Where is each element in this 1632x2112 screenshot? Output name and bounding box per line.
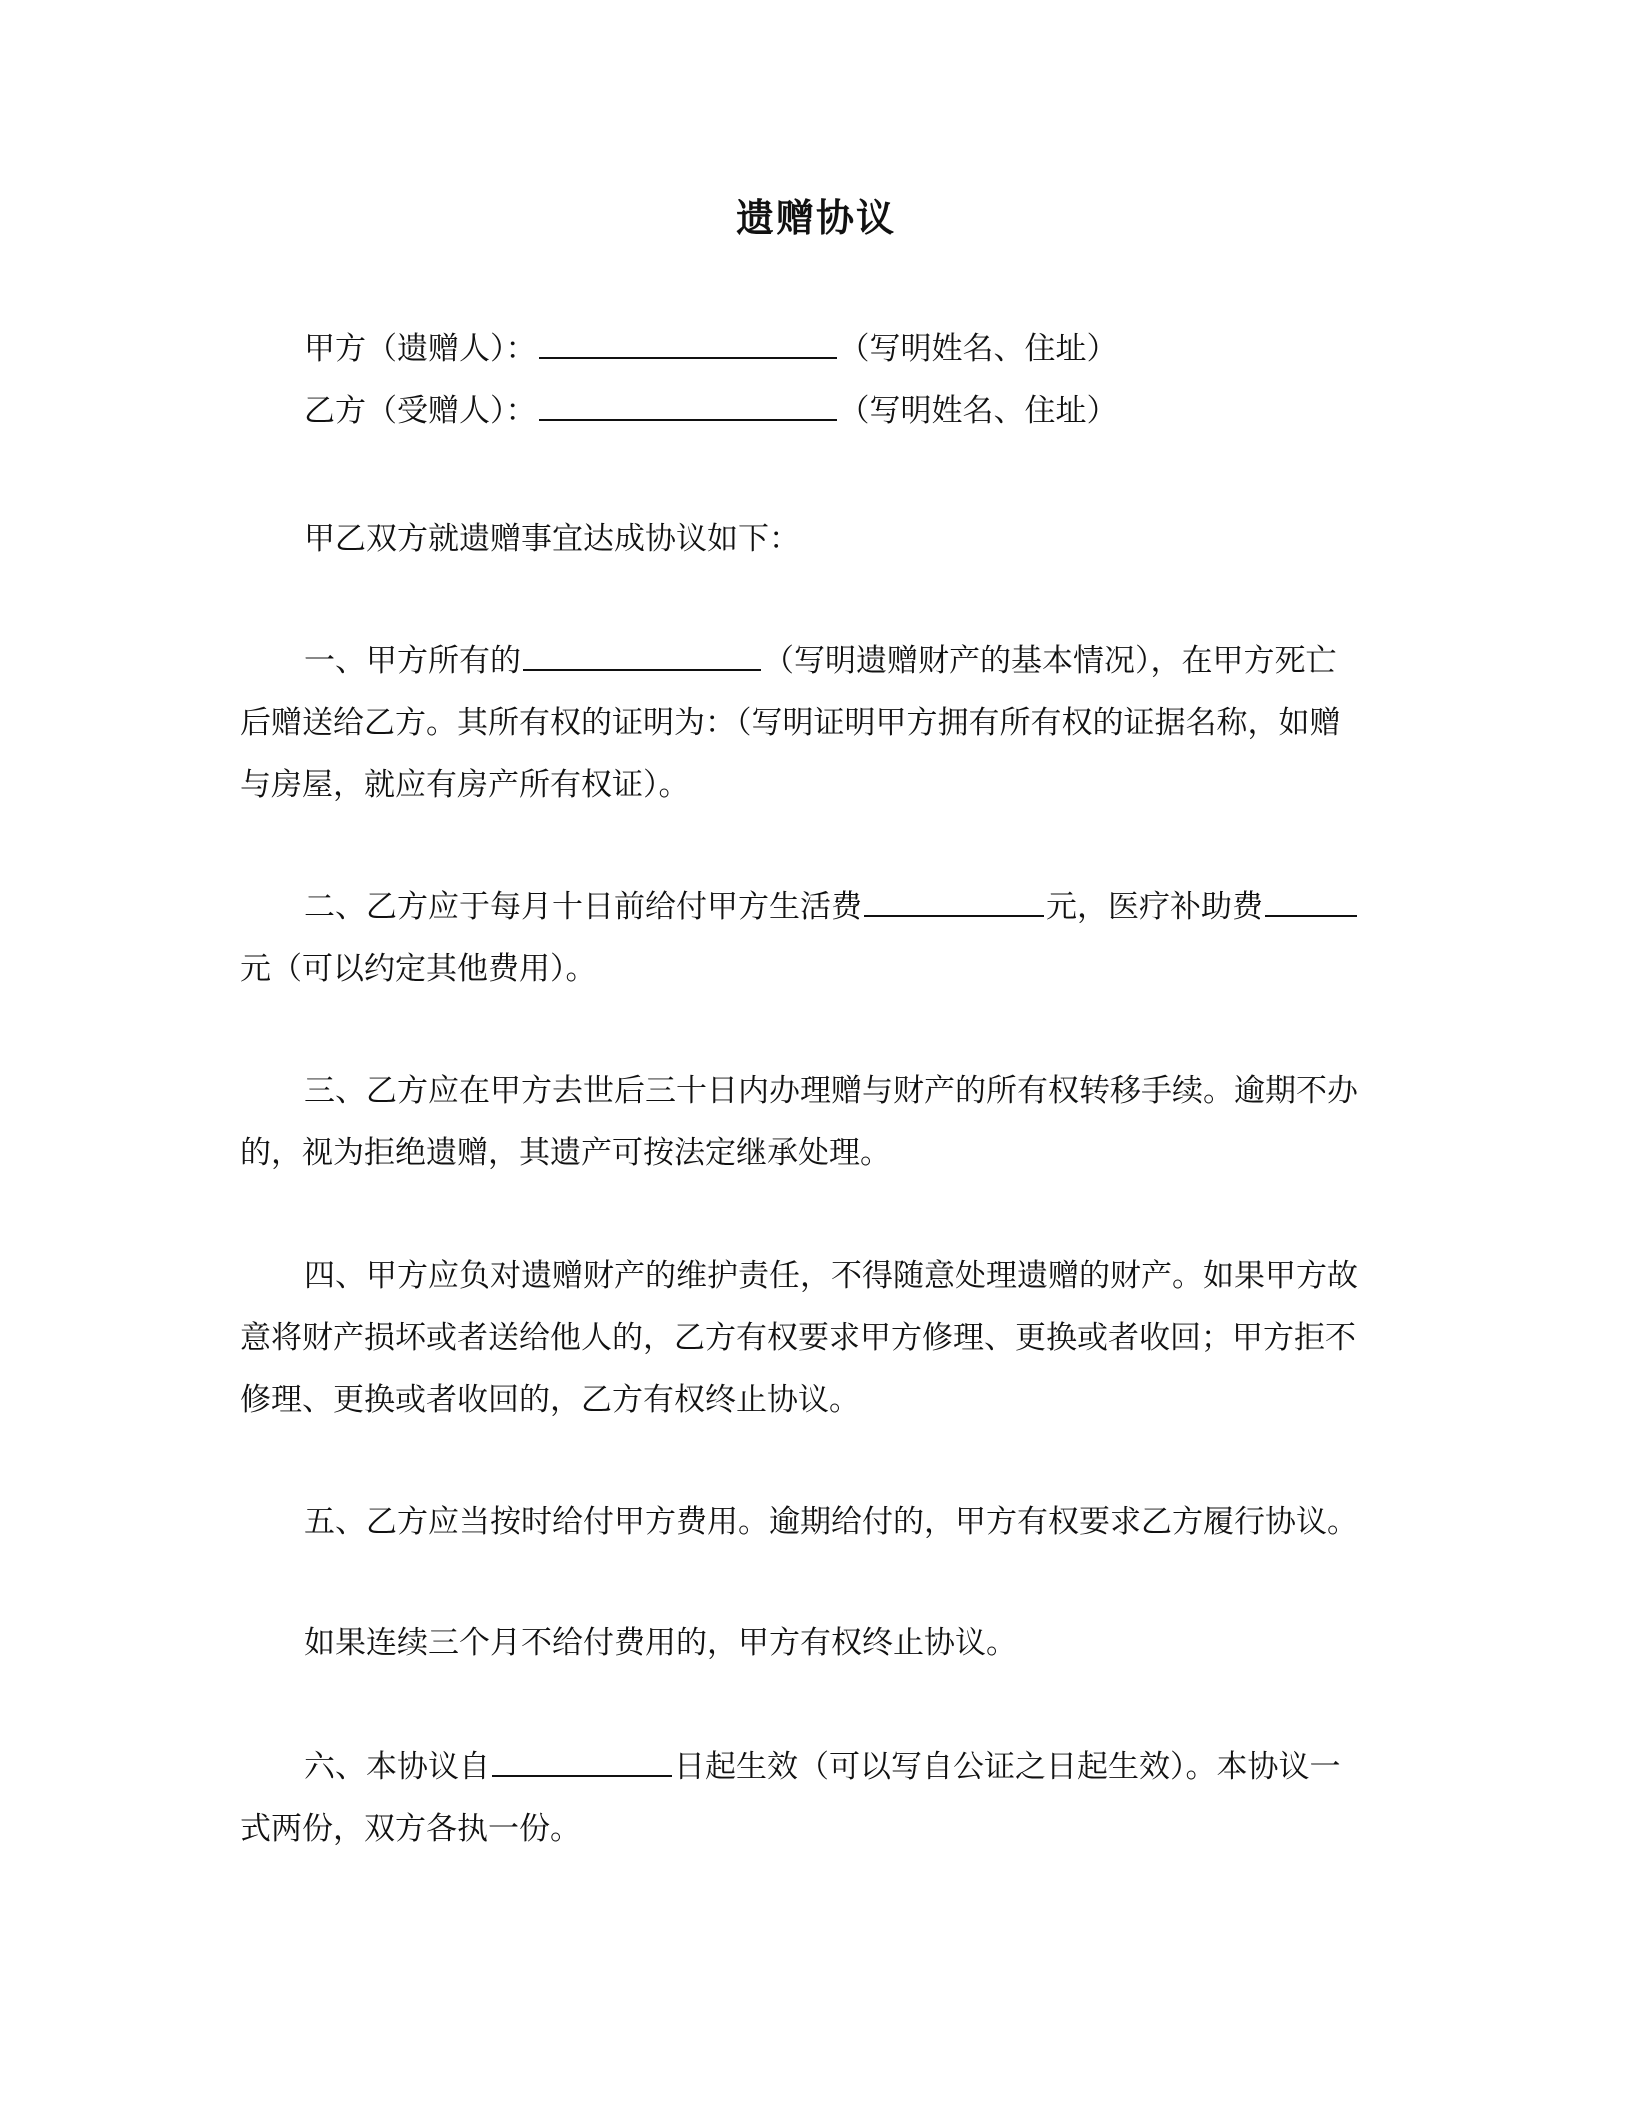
clause-2-line-1 xyxy=(240,876,1380,938)
clause-5-text-l1: 五、乙方应当按时给付甲方费用。逾期给付的，甲方有权要求乙方履行协议。 xyxy=(304,1504,1358,1540)
clause-6-blank-date xyxy=(492,1747,672,1777)
clause-4-line-1 xyxy=(240,1245,1380,1307)
clause-6-text-l2: 式两份，双方各执一份。 xyxy=(240,1811,581,1847)
clause-4-text-l2: 意将财产损坏或者送给他人的，乙方有权要求甲方修理、更换或者收回；甲方拒不 xyxy=(240,1320,1356,1356)
clause-4-line-3 xyxy=(240,1369,1380,1431)
clause-6-line-2 xyxy=(240,1798,1380,1860)
clause-3-line-2 xyxy=(240,1122,1380,1184)
clause-1-line-1 xyxy=(240,630,1380,692)
clause-6-text-a: 六、本协议自 xyxy=(304,1749,490,1785)
clause-2-text-l2: 元（可以约定其他费用）。 xyxy=(240,951,597,987)
party-b-blank xyxy=(539,391,837,421)
party-b-label: 乙方（受赠人）： xyxy=(304,393,537,429)
clause-4-line-2 xyxy=(240,1307,1380,1369)
clause-3-line-1 xyxy=(240,1060,1380,1122)
page-title: 遗赠协议 xyxy=(735,195,896,240)
clause-5-line-2 xyxy=(240,1612,1380,1674)
clause-1-blank xyxy=(523,641,761,671)
clause-6-line-1 xyxy=(240,1736,1380,1798)
party-b-line xyxy=(240,380,1380,442)
preamble-text: 甲乙双方就遗赠事宜达成协议如下： xyxy=(304,521,800,557)
clause-1-text-l3: 与房屋，就应有房产所有权证）。 xyxy=(240,767,690,803)
clause-1-text-b: （写明遗赠财产的基本情况），在甲方死亡 xyxy=(763,643,1337,679)
clause-2-blank-medical xyxy=(1265,887,1357,917)
clause-1-line-3 xyxy=(240,754,1380,816)
clause-2-text-a: 二、乙方应于每月十日前给付甲方生活费 xyxy=(304,889,862,925)
clause-2-text-b: 元，医疗补助费 xyxy=(1046,889,1263,925)
party-a-note: （写明姓名、住址） xyxy=(838,331,1118,367)
party-a-label: 甲方（遗赠人）： xyxy=(304,331,537,367)
clause-4-text-l3: 修理、更换或者收回的，乙方有权终止协议。 xyxy=(240,1382,860,1418)
clause-1-text-l2: 后赠送给乙方。其所有权的证明为：（写明证明甲方拥有所有权的证据名称，如赠 xyxy=(240,705,1341,741)
clause-1-line-2 xyxy=(240,692,1380,754)
clause-6-text-b: 日起生效（可以写自公证之日起生效）。本协议一 xyxy=(674,1749,1341,1785)
party-a-line xyxy=(240,318,1380,380)
preamble xyxy=(240,508,1380,570)
party-a-blank xyxy=(539,329,837,359)
clause-2-line-2 xyxy=(240,938,1380,1000)
clause-3-text-l1: 三、乙方应在甲方去世后三十日内办理赠与财产的所有权转移手续。逾期不办 xyxy=(304,1073,1358,1109)
party-b-note: （写明姓名、住址） xyxy=(838,393,1118,429)
clause-1-text-a: 一、甲方所有的 xyxy=(304,643,521,679)
clause-5-line-1 xyxy=(240,1491,1380,1553)
clause-5-text-l2: 如果连续三个月不给付费用的，甲方有权终止协议。 xyxy=(304,1625,1017,1661)
clause-2-blank-living xyxy=(864,887,1044,917)
clause-3-text-l2: 的，视为拒绝遗赠，其遗产可按法定继承处理。 xyxy=(240,1135,891,1171)
clause-4-text-l1: 四、甲方应负对遗赠财产的维护责任，不得随意处理遗赠的财产。如果甲方故 xyxy=(304,1258,1358,1294)
